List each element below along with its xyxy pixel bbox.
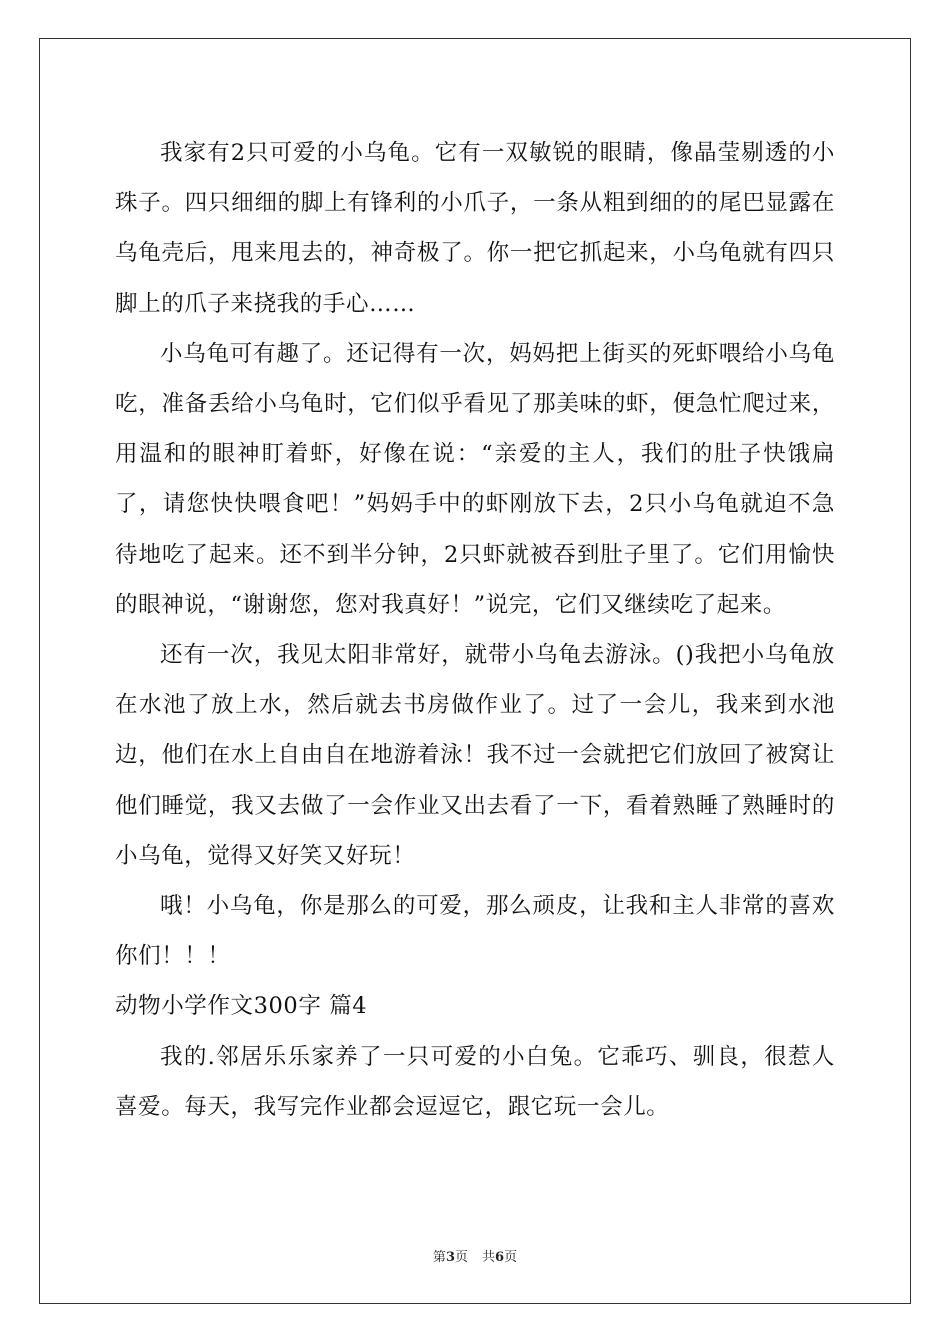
page-prefix: 第 [432,1250,446,1265]
paragraph-2: 小乌龟可有趣了。还记得有一次，妈妈把上街买的死虾喂给小乌龟吃，准备丢给小乌龟时，它们似乎看见了那美味的虾，便急忙爬过来，用温和的眼神盯着虾，好像在说：“亲爱的主人，我们的肚子快饿扁了，请您快快喂食吧！”妈妈手中的虾刚放下去，2只小乌龟就迫不急待地吃了起来。还不到半分钟，2只虾就被吞到肚子里了。它们用愉快的眼神说，“谢谢您，您对我真好！”说完，它们又继续吃了起来。 [115,340,835,618]
document-body [115,128,835,1132]
total-page-number: 6 [495,1250,505,1265]
page-suffix: 页 [454,1250,468,1265]
paragraph-5: 我的.邻居乐乐家养了一只可爱的小白兔。它乖巧、驯良，很惹人喜爱。每天，我写完作业都会逗逗它，跟它玩一会儿。 [115,1043,835,1120]
total-suffix: 页 [504,1250,518,1265]
paragraph-3: 还有一次，我见太阳非常好，就带小乌龟去游泳。()我把小乌龟放在水池了放上水，然后就去书房做作业了。过了一会儿，我来到水池边，他们在水上自由自在地游着泳！我不过一会就把它们放回了被窝让他们睡觉，我又去做了一会作业又出去看了一下，看着熟睡了熟睡时的小乌龟，觉得又好笑又好玩！ [115,642,835,869]
total-prefix: 共 [482,1250,496,1265]
paragraph-1: 我家有2只可爱的小乌龟。它有一双敏锐的眼睛，像晶莹剔透的小珠子。四只细细的脚上有锋利的小爪子，一条从粗到细的的尾巴显露在乌龟壳后，甩来甩去的，神奇极了。你一把它抓起来，小乌龟就有四只脚上的爪子来挠我的手心…… [115,140,835,317]
section-heading: 动物小学作文300字 篇4 [115,993,368,1020]
current-page-number: 3 [445,1250,455,1265]
page-footer [0,1246,950,1265]
paragraph-4: 哦！小乌龟，你是那么的可爱，那么顽皮，让我和主人非常的喜欢你们！！！ [115,893,835,970]
